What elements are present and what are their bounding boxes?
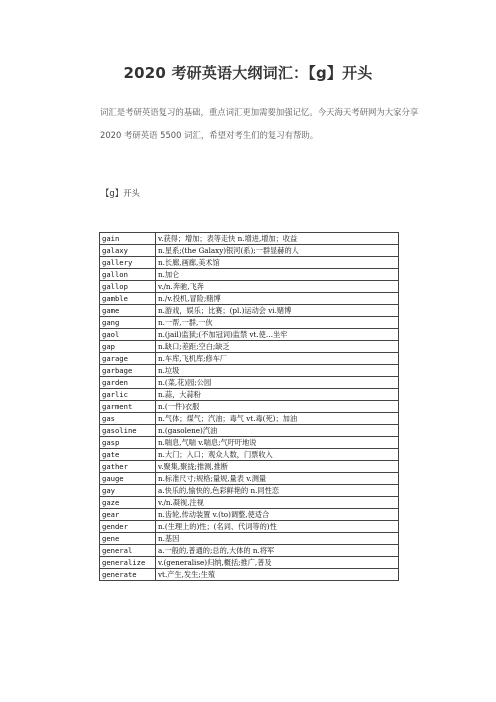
table-row [100,257,399,269]
word-cell: gallon [100,269,156,281]
definition-cell: v./n.奔驰,飞奔 [156,281,399,293]
table-row [100,533,399,545]
definition-cell: n.垃圾 [156,365,399,377]
definition-cell: n.游戏，娱乐；比赛；(pl.)运动会 vi.赌博 [156,305,399,317]
table-row [100,413,399,425]
definition-cell: n.一帮,一群,一伙 [156,317,399,329]
definition-cell: n.(一件)衣服 [156,401,399,413]
definition-cell: n.星系;(the Galaxy)银河(系);一群显赫的人 [156,245,399,257]
definition-cell: n./v.投机,冒险;赌博 [156,293,399,305]
table-row [100,389,399,401]
section-heading: 【g】开头 [101,188,140,198]
table-row [100,461,399,473]
table-row [100,293,399,305]
definition-cell: n.喘息,气喘 v.喘息;气吁吁地说 [156,437,399,449]
definition-cell: vt.产生,发生;生殖 [156,569,399,581]
table-row [100,305,399,317]
table-row [100,329,399,341]
table-row [100,497,399,509]
table-row [100,569,399,581]
word-cell: galaxy [100,245,156,257]
table-row [100,449,399,461]
definition-cell: n.蒜，大蒜粉 [156,389,399,401]
definition-cell: v.获得；增加；表等走快 n.增进,增加；收益 [156,233,399,245]
word-cell: gaze [100,497,156,509]
definition-cell: n.(jail)监狱;(不加冠词)监禁 vt.使…坐牢 [156,329,399,341]
definition-cell: n.基因 [156,533,399,545]
definition-cell: a.快乐的,愉快的,色彩鲜艳的 n.同性恋 [156,485,399,497]
word-cell: garment [100,401,156,413]
word-cell: general [100,545,156,557]
definition-cell: v.聚集,聚拢;推测,推断 [156,461,399,473]
word-cell: gang [100,317,156,329]
word-cell: gene [100,533,156,545]
definition-cell: a.一般的,普通的;总的,大体的 n.将军 [156,545,399,557]
word-cell: gap [100,341,156,353]
word-cell: game [100,305,156,317]
definition-cell: n.(gasolene)汽油 [156,425,399,437]
table-row [100,281,399,293]
word-cell: gear [100,509,156,521]
table-row [100,509,399,521]
word-cell: gas [100,413,156,425]
table-row [100,377,399,389]
table-row [100,401,399,413]
vocabulary-table [99,232,399,581]
word-cell: garage [100,353,156,365]
table-row [100,557,399,569]
word-cell: gasp [100,437,156,449]
word-cell: garbage [100,365,156,377]
word-cell: garden [100,377,156,389]
word-cell: generate [100,569,156,581]
definition-cell: n.(菜,花)园;公园 [156,377,399,389]
word-cell: generalize [100,557,156,569]
word-cell: gauge [100,473,156,485]
table-row [100,353,399,365]
table-row [100,233,399,245]
definition-cell: n.加仑 [156,269,399,281]
definition-cell: n.缺口;差距;空白;缺乏 [156,341,399,353]
word-cell: gay [100,485,156,497]
table-row [100,245,399,257]
word-cell: gender [100,521,156,533]
page-title: 2020 考研英语大纲词汇：【g】开头 [123,64,373,82]
table-row [100,317,399,329]
table-row [100,485,399,497]
word-cell: gamble [100,293,156,305]
definition-cell: n.(生理上的)性；(名词、代词等的)性 [156,521,399,533]
table-row [100,341,399,353]
word-cell: gasoline [100,425,156,437]
definition-cell: v.(generalise)归纳,概括;推广,普及 [156,557,399,569]
word-cell: gather [100,461,156,473]
word-cell: garlic [100,389,156,401]
table-row [100,425,399,437]
table-row [100,473,399,485]
table-row [100,545,399,557]
definition-cell: v./n.凝视,注视 [156,497,399,509]
word-cell: gate [100,449,156,461]
table-row [100,365,399,377]
word-cell: gallery [100,257,156,269]
definition-cell: n.齿轮,传动装置 v.(to)调整,使适合 [156,509,399,521]
word-cell: gaol [100,329,156,341]
definition-cell: n.长廊,画廊,美术馆 [156,257,399,269]
table-row [100,437,399,449]
word-cell: gallop [100,281,156,293]
definition-cell: n.车库,飞机库;修车厂 [156,353,399,365]
intro-paragraph: 词汇是考研英语复习的基础，重点词汇更加需要加强记忆。今天海天考研网为大家分享 2020 考研英语 5500 词汇，希望对考生们的复习有帮助。 [100,107,419,140]
table-row [100,521,399,533]
definition-cell: n.标准尺寸;规格;量规,量表 v.测量 [156,473,399,485]
definition-cell: n.大门；入口；观众人数，门票收入 [156,449,399,461]
word-cell: gain [100,233,156,245]
definition-cell: n.气体；煤气；汽油；毒气 vt.毒(死)；加油 [156,413,399,425]
table-row [100,269,399,281]
